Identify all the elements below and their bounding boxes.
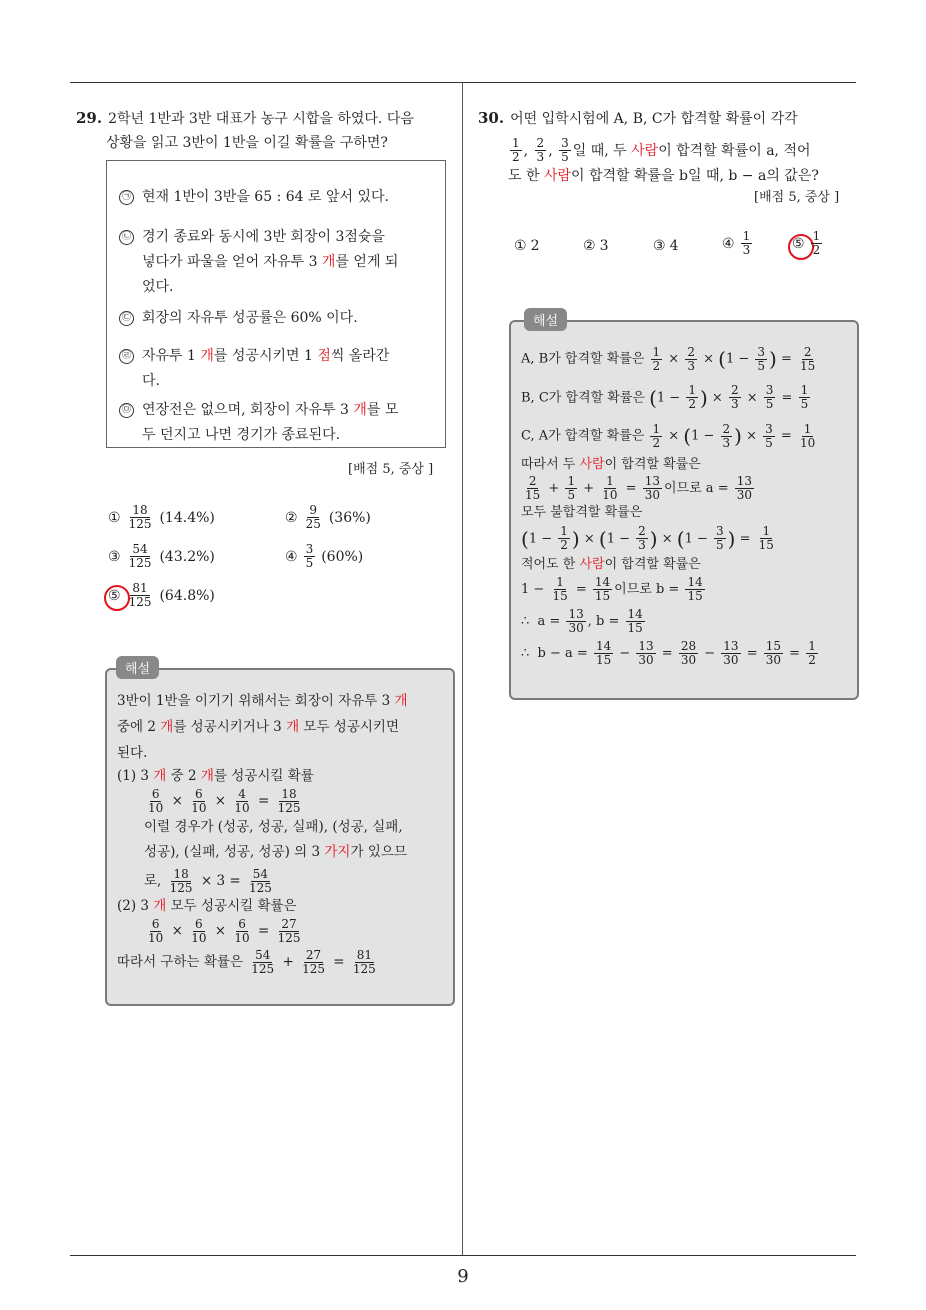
question-number: 29. — [76, 109, 103, 127]
question-30-meta: [배점 5, 중상 ] — [754, 190, 840, 205]
condition-4: ㉣ 자유투 1 개를 성공시키면 1 점씩 올라간 다. — [119, 344, 433, 394]
conditions-box — [106, 160, 446, 448]
q30-option-5[interactable]: ⑤ $\frac{1}{2}$ — [792, 229, 821, 257]
bottom-rule — [70, 1255, 856, 1256]
q29-option-1[interactable]: ① $\frac{18}{125}$ (14.4%) — [108, 503, 215, 531]
condition-3: ㉢ 회장의 자유투 성공률은 60% 이다. — [119, 306, 433, 331]
column-divider — [462, 82, 463, 1255]
q29-option-5[interactable]: ⑤ $\frac{81}{125}$ (64.8%) — [108, 581, 215, 609]
condition-1: ㉠ 현재 1반이 3반을 65 : 64 로 앞서 있다. — [119, 185, 433, 210]
q30-option-4[interactable]: ④ $\frac{1}{3}$ — [722, 229, 751, 257]
q29-solution-text: 3반이 1반을 이기기 위해서는 회장이 자유투 3 개 중에 2 개를 성공시키거나 3 개 모두 성공시키면 된다. (1) 3 개 중 2 개를 성공시킬 확률 $\frac{6}{10}$ × $\frac{6}{10}$ × $\frac{4}{10}$ = $\frac{18}{125}$ 이럴 경우가 (성공, 성공, 실패), (성공, 실패, 성공), (실패, 성공, 성공) 의 3 가지가 있으므 로, $\frac{18}{125}$ × 3 = $\frac{54}{125}$ (2) 3 개 모두 성공시킬 확률은 $\frac{6}{10}$ × $\frac{6}{10}$ × $\frac{6}{10}$ = $\frac{27}{125}$ 따라서 구하는 확률은 $\frac{54}{125}$ + $\frac{27}{125}$ = $\frac{81}{125}$ — [117, 693, 408, 976]
page-number: 9 — [457, 1266, 469, 1287]
q30-solution-text: A, B가 합격할 확률은 $\frac{1}{2}$ × $\frac{2}{3}$ × (1 − $\frac{3}{5}$ ) = $\frac{2}{15}$ B, C가 합격할 확률은 (1 − $\frac{1}{2}$ ) × $\frac{2}{3}$ × $\frac{3}{5}$ = $\frac{1}{5}$ C, A가 합격할 확률은 $\frac{1}{2}$ × (1 − $\frac{2}{3}$ ) × $\frac{3}{5}$ = $\frac{1}{10}$ 따라서 두 사람이 합격할 확률은 $\frac{2}{15}$ + $\frac{1}{5}$ + $\frac{1}{10}$ = $\frac{13}{30}$ 이므로 a = $\frac{13}{30}$ 모두 불합격할 확률은 (1 − $\frac{1}{2}$ ) × (1 − $\frac{2}{3}$ ) × (1 − $\frac{3}{5}$ ) = $\frac{1}{15}$ 적어도 한 사람이 합격할 확률은 1 − $\frac{1}{15}$ = $\frac{14}{15}$ 이므로 b = $\frac{14}{15}$ ∴ a = $\frac{13}{30}$ , b = $\frac{14}{15}$ ∴ b − a = $\frac{14}{15}$ − $\frac{13}{30}$ = $\frac{28}{30}$ − $\frac{13}{30}$ = $\frac{15}{30}$ = $\frac{1}{2}$ — [521, 344, 816, 667]
q30-option-3[interactable]: ③ 4 — [653, 238, 679, 254]
question-30-stem: 30. 어떤 입학시험에 A, B, C가 합격할 확률이 각각 $\frac{1}{2}$ , $\frac{2}{3}$ , $\frac{3}{5}$ 일 때, 두 사람 이 합격할 확률이 a, 적어 도 한 사람이 합격할 확률을 b일 때, b − a의 값은? — [478, 109, 819, 184]
q30-option-2[interactable]: ② 3 — [583, 238, 609, 254]
q30-option-1[interactable]: ① 2 — [514, 238, 540, 254]
question-29-stem: 29. 2학년 1반과 3반 대표가 농구 시합을 하였다. 다음 상황을 읽고 3반이 1반을 이길 확률을 구하면? — [76, 109, 414, 151]
condition-2: ㉡ 경기 종료와 동시에 3반 회장이 3점슛을 넣다가 파울을 얻어 자유투 3 개를 얻게 되 었다. — [119, 225, 433, 300]
q29-solution-tag: 해설 — [116, 656, 159, 679]
condition-5: ㉤ 연장전은 없으며, 회장이 자유투 3 개를 모 두 던지고 나면 경기가 종료된다. — [119, 398, 433, 448]
top-rule — [70, 82, 856, 83]
q29-option-2[interactable]: ② $\frac{9}{25}$ (36%) — [285, 503, 371, 531]
question-number: 30. — [478, 109, 505, 127]
question-29-meta: [배점 5, 중상 ] — [348, 462, 434, 477]
q29-option-3[interactable]: ③ $\frac{54}{125}$ (43.2%) — [108, 542, 215, 570]
q30-solution-tag: 해설 — [524, 308, 567, 331]
q29-option-4[interactable]: ④ $\frac{3}{5}$ (60%) — [285, 542, 364, 570]
